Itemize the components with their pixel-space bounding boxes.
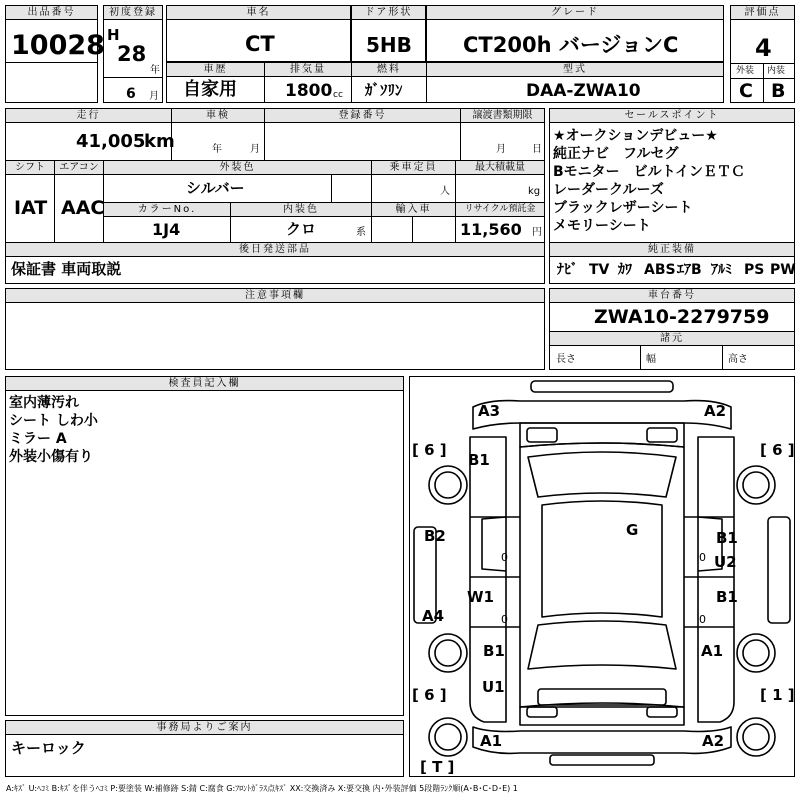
damage-mark: A1 bbox=[480, 732, 503, 750]
office-text: キーロック bbox=[11, 739, 86, 757]
damage-mark: G bbox=[626, 521, 639, 539]
load-label: 最大積載量 bbox=[456, 161, 544, 175]
tire-mark: [ 6 ] bbox=[412, 686, 447, 704]
damage-mark: A2 bbox=[704, 402, 727, 420]
transfer-day-unit: 日 bbox=[532, 144, 542, 155]
color-no-label: カラーNo. bbox=[104, 203, 230, 217]
damage-mark: W1 bbox=[467, 588, 494, 606]
damage-mark: B1 bbox=[716, 588, 738, 606]
inspector-label: 検査員記入欄 bbox=[6, 377, 403, 391]
later-parts-label: 後日発送部品 bbox=[6, 243, 544, 257]
damage-mark: U2 bbox=[714, 553, 737, 571]
inspector-line: 外装小傷有り bbox=[9, 449, 93, 465]
mileage-unit: km bbox=[144, 131, 175, 152]
transfer-deadline-label: 譲渡書類期限 bbox=[461, 109, 544, 123]
displacement: 1800 bbox=[285, 81, 333, 101]
equipment-leather: ｶﾜ bbox=[618, 262, 632, 278]
reg-no-label: 登録番号 bbox=[265, 109, 460, 123]
history-label: 車歴 bbox=[167, 63, 264, 77]
history: 自家用 bbox=[183, 79, 237, 100]
model-code-label: 型式 bbox=[427, 63, 723, 77]
car-outline-diagram bbox=[410, 377, 794, 776]
load-unit: kg bbox=[528, 186, 541, 197]
equipment-alloy: ｱﾙﾐ bbox=[711, 262, 732, 278]
door-label: ドア形状 bbox=[352, 6, 425, 20]
car-name-box bbox=[166, 5, 351, 62]
car-diagram-box bbox=[409, 376, 795, 777]
grade-box bbox=[426, 5, 724, 62]
trunk-mark: [ T ] bbox=[420, 758, 455, 776]
damage-mark: B1 bbox=[483, 642, 505, 660]
notes-box bbox=[5, 288, 545, 370]
recycle-unit: 円 bbox=[532, 227, 542, 238]
shift-label: シフト bbox=[6, 161, 54, 175]
inspection-month-unit: 月 bbox=[250, 144, 260, 155]
grade-label: グレード bbox=[427, 6, 723, 20]
recycle-fee: 11,560 bbox=[460, 220, 522, 239]
aircon-label: エアコン bbox=[55, 161, 103, 175]
history-row bbox=[166, 62, 724, 103]
sales-points-label: セールスポイント bbox=[550, 109, 794, 123]
equipment-pw: PW bbox=[770, 262, 796, 278]
width-label: 幅 bbox=[646, 354, 656, 365]
chassis-number: ZWA10-2279759 bbox=[594, 306, 770, 328]
first-registration-box bbox=[103, 5, 163, 103]
panel-zero: 0 bbox=[501, 551, 508, 564]
sales-point: ★オークションデビュー★ bbox=[553, 128, 718, 144]
inspector-box bbox=[5, 376, 404, 716]
lot-number-box bbox=[5, 5, 105, 103]
era: H bbox=[107, 26, 120, 44]
score-label: 評価点 bbox=[731, 6, 794, 20]
ext-color-label: 外装色 bbox=[104, 161, 371, 175]
int-color-label: 内装色 bbox=[231, 203, 371, 217]
damage-mark: A3 bbox=[478, 402, 501, 420]
ext-color: シルバー bbox=[186, 179, 245, 197]
panel-zero: 0 bbox=[699, 551, 706, 564]
inspection-year-unit: 年 bbox=[212, 144, 222, 155]
exterior-grade: C bbox=[739, 80, 753, 102]
damage-mark: A1 bbox=[701, 642, 724, 660]
mileage-label: 走行 bbox=[6, 109, 171, 123]
door-type: 5HB bbox=[366, 33, 412, 57]
fuel: ｶﾞｿﾘﾝ bbox=[365, 81, 403, 99]
sales-points-box bbox=[549, 108, 795, 284]
interior-label: 内装 bbox=[767, 66, 786, 76]
tire-mark: [ 6 ] bbox=[760, 441, 795, 459]
exterior-label: 外装 bbox=[736, 66, 755, 76]
office-box bbox=[5, 720, 404, 777]
aircon: AAC bbox=[61, 197, 105, 219]
model-code: DAA-ZWA10 bbox=[526, 81, 641, 101]
lot-number: 10028 bbox=[11, 30, 105, 61]
door-box bbox=[351, 5, 426, 62]
equipment-label: 純正装備 bbox=[550, 243, 794, 257]
equipment-airbag: ｴｱB bbox=[677, 262, 702, 278]
first-registration-label: 初度登録 bbox=[104, 6, 162, 20]
lot-number-label: 出品番号 bbox=[6, 6, 97, 20]
import-label: 輸入車 bbox=[372, 203, 455, 217]
panel-zero: 0 bbox=[501, 613, 508, 626]
damage-mark: A2 bbox=[702, 732, 725, 750]
inspector-line: ミラー A bbox=[9, 431, 67, 447]
notes-label: 注意事項欄 bbox=[6, 289, 544, 303]
tire-mark: [ 1 ] bbox=[760, 686, 795, 704]
office-label: 事務局よりご案内 bbox=[6, 721, 403, 735]
chassis-box bbox=[549, 288, 795, 370]
int-color-unit: 系 bbox=[356, 227, 366, 238]
damage-mark: B1 bbox=[468, 451, 490, 469]
inspector-line: 室内薄汚れ bbox=[9, 395, 79, 411]
height-label: 高さ bbox=[728, 354, 748, 365]
transfer-month-unit: 月 bbox=[496, 144, 506, 155]
later-parts: 保証書 車両取説 bbox=[11, 260, 122, 278]
equipment-abs: ABS bbox=[644, 262, 676, 278]
sales-point: 純正ナビ フルセグ bbox=[553, 146, 679, 162]
details-block bbox=[5, 108, 545, 284]
sales-point: ブラックレザーシート bbox=[553, 200, 693, 216]
score: 4 bbox=[755, 34, 772, 62]
dims-label: 諸元 bbox=[550, 332, 794, 346]
capacity-label: 乗車定員 bbox=[372, 161, 455, 175]
displacement-unit: cc bbox=[333, 90, 343, 100]
registration-year: 28 bbox=[117, 42, 147, 66]
mileage: 41,005 bbox=[76, 131, 146, 152]
damage-mark: B2 bbox=[424, 527, 446, 545]
sales-point: メモリーシート bbox=[553, 218, 651, 234]
month-unit: 月 bbox=[149, 91, 159, 102]
car-name-label: 車名 bbox=[167, 6, 350, 20]
registration-month: 6 bbox=[126, 86, 136, 102]
inspection-label: 車検 bbox=[172, 109, 264, 123]
sales-point: Bモニター ビルトインＥＴＣ bbox=[553, 164, 745, 180]
equipment-navi: ﾅﾋﾞ bbox=[557, 262, 578, 278]
grade: CT200h バージョンC bbox=[463, 33, 679, 57]
tire-mark: [ 6 ] bbox=[412, 441, 447, 459]
damage-mark: A4 bbox=[422, 607, 445, 625]
score-box bbox=[730, 5, 795, 103]
legend: A:ｷｽﾞ U:ﾍｺﾐ B:ｷｽﾞを伴うﾍｺﾐ P:要塗装 W:補修跡 S:錆 C:腐食 G:ﾌﾛﾝﾄｶﾞﾗｽ点ｷｽﾞ XX:交換済み X:要交換 内･外装評価 5段階ﾗﾝｸ順(A･B･C･D･E) 1 bbox=[6, 784, 518, 793]
interior-grade: B bbox=[771, 80, 786, 102]
car-name: CT bbox=[245, 32, 275, 56]
sales-point: レーダークルーズ bbox=[553, 182, 664, 198]
damage-mark: U1 bbox=[482, 678, 505, 696]
damage-mark: B1 bbox=[716, 529, 738, 547]
recycle-label: リサイクル預託金 bbox=[456, 203, 544, 217]
equipment-tv: TV bbox=[589, 262, 610, 278]
year-unit: 年 bbox=[150, 65, 160, 76]
fuel-label: 燃料 bbox=[352, 63, 426, 77]
chassis-label: 車台番号 bbox=[550, 289, 794, 303]
displacement-label: 排気量 bbox=[265, 63, 351, 77]
panel-zero: 0 bbox=[699, 613, 706, 626]
color-no: 1J4 bbox=[152, 220, 181, 239]
shift: IAT bbox=[14, 197, 48, 219]
capacity-unit: 人 bbox=[440, 186, 450, 197]
equipment-ps: PS bbox=[744, 262, 765, 278]
inspector-line: シート しわ小 bbox=[9, 413, 98, 429]
int-color: クロ bbox=[286, 220, 317, 238]
length-label: 長さ bbox=[556, 354, 576, 365]
